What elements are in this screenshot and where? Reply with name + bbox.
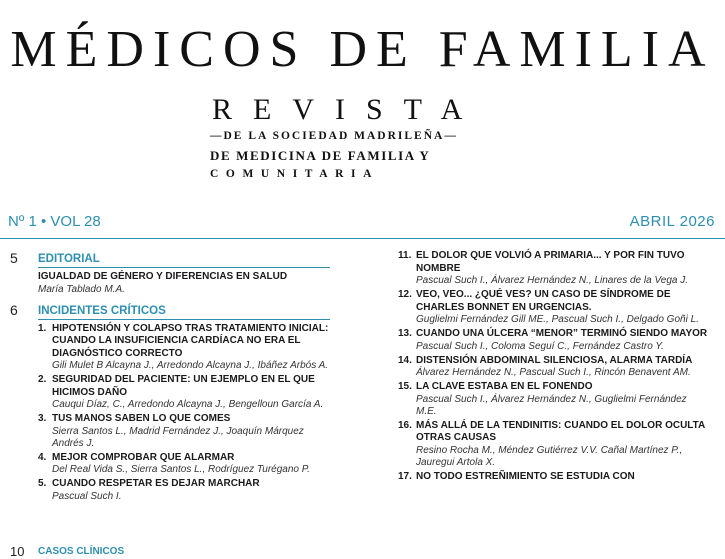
section-heading[interactable]: CASOS CLÍNICOS [38,546,125,557]
article-number: 14. [398,354,412,366]
toc-entry[interactable] [398,328,708,353]
toc-entry[interactable] [38,374,330,411]
issue-number: Nº 1 • VOL 28 [8,213,101,230]
toc-entry[interactable] [38,452,330,477]
section-page-number: 5 [10,250,18,266]
article-number: 1. [38,322,47,334]
toc-entry[interactable] [398,250,708,287]
toc-entry[interactable] [38,271,330,296]
article-authors: Gili Mulet B Alcayna J., Arredondo Alcayna J., Ibáñez Arbós A. [52,360,329,371]
article-authors: Pascual Such I., Álvarez Hernández N., Linares de la Vega J. [416,275,688,286]
article-number: 15. [398,381,412,392]
community-line: COMUNITARIA [210,168,379,180]
article-title: VEO, VEO... ¿QUÉ VES? UN CASO DE SÍNDROME DE CHARLES BONNET EN URGENCIAS. [416,289,671,313]
article-authors: Pascual Such I. [52,490,122,502]
section-page-number: 10 [10,544,25,559]
article-authors: Cauqui Díaz, C., Arredondo Alcayna J., Bengelloun García A. [52,399,324,410]
toc-entry[interactable] [398,381,708,418]
toc-left-column [10,250,330,509]
toc-entry[interactable] [398,355,708,380]
article-title: LA CLAVE ESTABA EN EL FONENDO [416,381,593,392]
article-title: DISTENSIÓN ABDOMINAL SILENCIOSA, ALARMA TARDÍA [416,354,693,366]
section-heading[interactable]: EDITORIAL [38,250,330,268]
article-authors: Del Real Vida S., Sierra Santos L., Rodríguez Turégano P. [52,464,310,475]
article-number: 4. [38,451,47,463]
toc-entry[interactable] [398,289,708,326]
article-title: NO TODO ESTREÑIMIENTO SE ESTUDIA CON [416,470,635,482]
article-authors: Álvarez Hernández N., Pascual Such I., Rincón Benavent AM. [416,367,691,378]
article-number: 11. [398,250,412,261]
article-authors: Sierra Santos L., Madrid Fernández J., Joaquín Márquez Andrés J. [52,425,304,449]
incidentes-section [10,302,330,503]
article-authors: Pascual Such I., Álvarez Hernández N., Guglielmi Fernández M.E. [416,393,687,417]
specialty-line: DE MEDICINA DE FAMILIA Y [210,148,431,163]
article-number: 13. [398,328,412,339]
section-page-number: 6 [10,301,18,318]
article-title: TUS MANOS SABEN LO QUE COMES [52,413,231,424]
editorial-section [10,250,330,296]
article-number: 3. [38,413,47,424]
toc-entry[interactable] [38,323,330,373]
article-authors: Pascual Such I., Coloma Seguí C., Fernández Castro Y. [416,340,664,352]
revista-word: REVISTA [212,93,484,126]
society-line: —DE LA SOCIEDAD MADRILEÑA— [210,130,458,142]
journal-masthead: MÉDICOS DE FAMILIA [10,21,715,78]
article-number: 2. [38,374,47,385]
article-title: CUANDO RESPETAR ES DEJAR MARCHAR [52,478,260,489]
article-title: CUANDO UNA ÚLCERA “MENOR” TERMINÓ SIENDO MAYOR [416,328,708,339]
article-title: MEJOR COMPROBAR QUE ALARMAR [52,451,235,463]
article-authors: Guglielmi Fernández Gill ME., Pascual Such I., Delgado Goñi L. [416,314,699,325]
section-heading[interactable]: INCIDENTES CRÍTICOS [38,302,330,320]
article-title: MÁS ALLÁ DE LA TENDINITIS: CUANDO EL DOLOR OCULTA OTRAS CAUSAS [416,419,705,443]
article-title: HIPOTENSIÓN Y COLAPSO TRAS TRATAMIENTO INICIAL: CUANDO LA INSUFICIENCIA CARDÍACA NO ERA EL DIAGNÓSTICO CORRECTO [52,322,329,359]
toc-entry[interactable] [398,471,708,484]
article-title: SEGURIDAD DEL PACIENTE: UN EJEMPLO EN EL QUE HICIMOS DAÑO [52,374,315,398]
article-number: 5. [38,478,47,489]
issue-date: ABRIL 2026 [629,213,715,230]
toc-right-column [398,250,708,485]
article-number: 12. [398,289,412,300]
toc-entry[interactable] [398,420,708,469]
toc-entry[interactable] [38,478,330,503]
issue-bar [0,213,725,233]
article-title: IGUALDAD DE GÉNERO Y DIFERENCIAS EN SALUD [38,271,288,282]
article-authors: Resino Rocha M., Méndez Gutiérrez V.V. Cañal Martínez P., Jauregui Artola X. [416,444,683,468]
article-number: 16. [398,419,412,431]
journal-subtitle [210,93,495,184]
article-title: EL DOLOR QUE VOLVIÓ A PRIMARIA... Y POR FIN TUVO NOMBRE [416,250,685,274]
article-authors: María Tablado M.A. [38,283,125,295]
article-number: 17. [398,470,412,482]
header-divider [0,238,725,239]
toc-entry[interactable] [38,413,330,450]
